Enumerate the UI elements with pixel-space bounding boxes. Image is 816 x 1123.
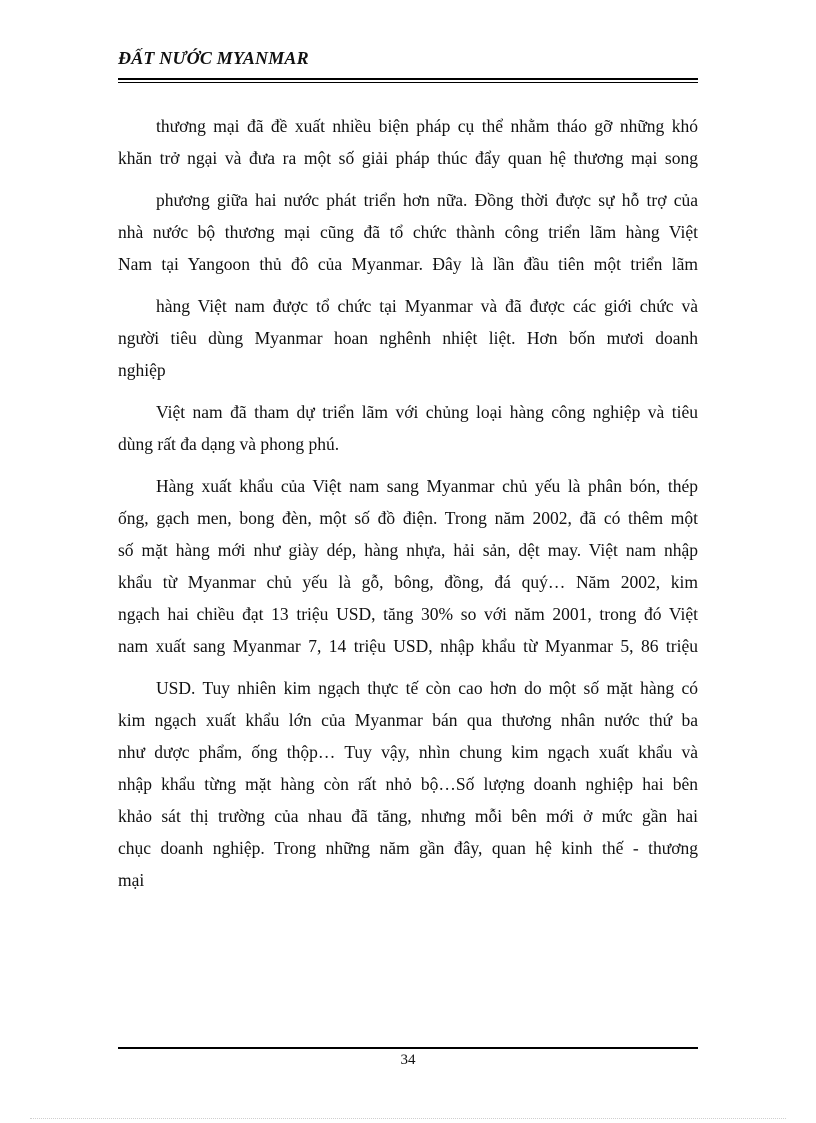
text-line: Hàng xuất khẩu của Việt nam sang Myanmar chủ yếu là phân bón, thép <box>156 476 698 496</box>
text-line: nam xuất sang Myanmar 7, 14 triệu USD, nhập khẩu từ Myanmar 5, 86 triệu <box>118 636 698 656</box>
text-line: Việt nam đã tham dự triển lãm với chủng loại hàng công nghiệp và tiêu <box>156 402 698 422</box>
text-line: người tiêu dùng Myanmar hoan nghênh nhiệt liệt. Hơn bốn mươi doanh <box>118 328 698 348</box>
text-line: phương giữa hai nước phát triển hơn nữa. Đồng thời được sự hỗ trợ của <box>156 190 698 210</box>
text-line: số mặt hàng mới như giày dép, hàng nhựa, hải sản, dệt may. Việt nam nhập <box>118 540 698 560</box>
text-line: ống, gạch men, bong đèn, một số đồ điện. Trong năm 2002, đã có thêm một <box>118 508 698 528</box>
text-line: mại <box>118 870 145 890</box>
line-gap <box>118 280 698 290</box>
text-line: nghiệp <box>118 360 166 380</box>
text-line: như dược phẩm, ống thộp… Tuy vậy, nhìn chung kim ngạch xuất khẩu và <box>118 742 698 762</box>
text-line: dùng rất đa dạng và phong phú. <box>118 434 340 454</box>
text-line: nhập khẩu từng mặt hàng còn rất nhỏ bộ…Số lượng doanh nghiệp hai bên <box>118 774 698 794</box>
line-gap <box>118 386 698 396</box>
body-text <box>118 110 698 896</box>
text-line: Nam tại Yangoon thủ đô của Myanmar. Đây là lần đầu tiên một triển lãm <box>118 254 698 274</box>
running-header-title: ĐẤT NƯỚC MYANMAR <box>118 48 309 68</box>
footer-rule <box>118 1047 698 1049</box>
text-line: chục doanh nghiệp. Trong những năm gần đây, quan hệ kinh thế - thương <box>118 838 698 858</box>
page-edge-divider <box>30 1118 786 1119</box>
text-line: nhà nước bộ thương mại cũng đã tổ chức thành công triển lãm hàng Việt <box>118 222 698 242</box>
line-gap <box>118 662 698 672</box>
text-line: ngạch hai chiều đạt 13 triệu USD, tăng 30% so với năm 2001, trong đó Việt <box>118 604 698 624</box>
text-line: thương mại đã đề xuất nhiều biện pháp cụ thể nhằm tháo gỡ những khó <box>156 116 698 136</box>
line-gap <box>118 460 698 470</box>
text-line: khẩu từ Myanmar chủ yếu là gỗ, bông, đồng, đá quý… Năm 2002, kim <box>118 572 698 592</box>
text-line: khảo sát thị trường của nhau đã tăng, nhưng mỗi bên mới ở mức gần hai <box>118 806 698 826</box>
page-number: 34 <box>400 1052 416 1068</box>
text-line: hàng Việt nam được tổ chức tại Myanmar và đã được các giới chức và <box>156 296 698 316</box>
line-gap <box>118 174 698 184</box>
text-line: USD. Tuy nhiên kim ngạch thực tế còn cao hơn do một số mặt hàng có <box>156 678 698 698</box>
text-line: khăn trở ngại và đưa ra một số giải pháp thúc đẩy quan hệ thương mại song <box>118 148 698 168</box>
text-line: kim ngạch xuất khẩu lớn của Myanmar bán qua thương nhân nước thứ ba <box>118 710 698 730</box>
header-rule <box>118 78 698 83</box>
